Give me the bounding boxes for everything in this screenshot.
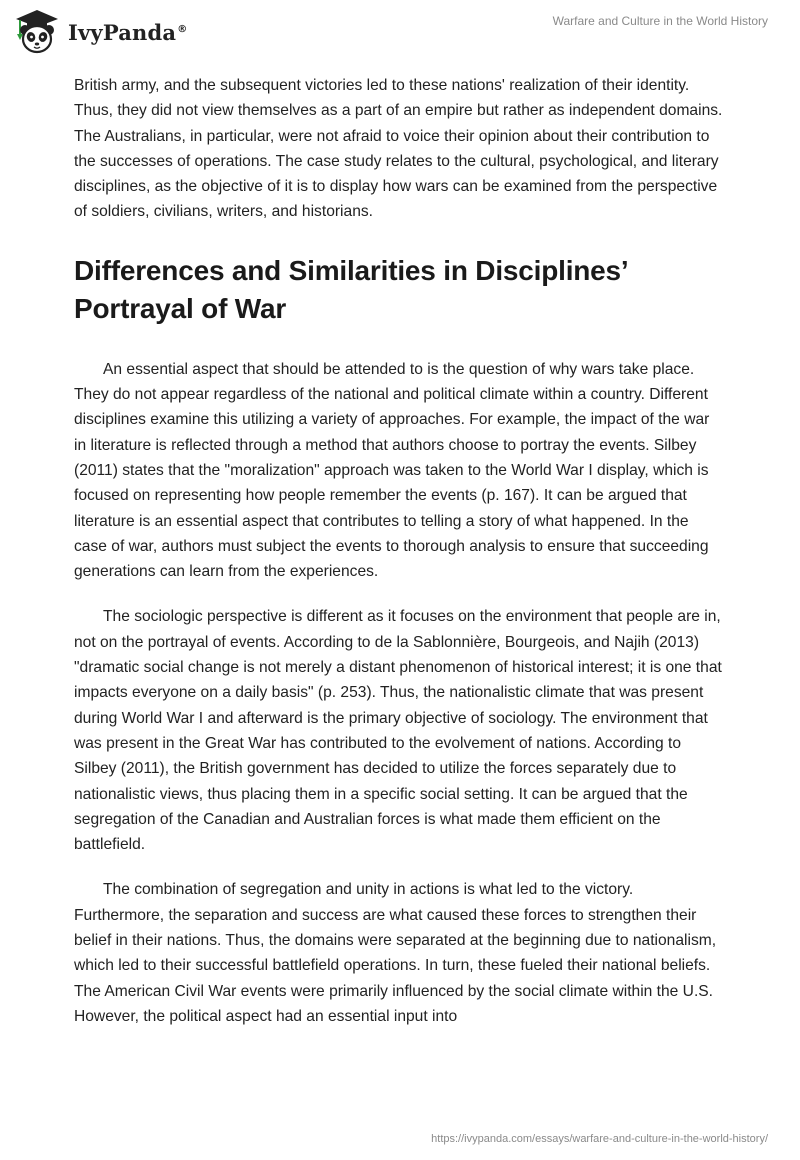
ivypanda-logo[interactable] [12, 8, 187, 56]
panda-graduate-icon [12, 8, 62, 56]
body-paragraph-3: The combination of segregation and unity in actions is what led to the victory. Furthermore, the separation and success are what caused these forces to strengthen their belief in their nations. Thus, the domains were separated at the beginning due to nationalism, which led to their successful battlefield operations. In turn, these fueled their national beliefs. The American Civil War events were primarily influenced by the social climate within the U.S. However, the political aspect had an essential input into [74, 881, 717, 1025]
body-paragraph-1: An essential aspect that should be attended to is the question of why wars take place. They do not appear regardless of the national and political climate within a country. Different disciplines examine this utilizing a variety of approaches. For example, the impact of the war in literature is reflected through a method that authors choose to portray the events. Silbey (2011) states that the "moralization" approach was taken to the World War I display, which is focused on representing how people remember the events (p. 167). It can be argued that literature is an essential aspect that contributes to telling a story of what happened. In the case of war, authors must subject the events to thorough analysis to ensure that succeeding generations can learn from the experiences. [74, 360, 710, 581]
brand-name-text: IvyPanda [68, 19, 177, 45]
intro-paragraph: British army, and the subsequent victories led to these nations' realization of their identity. Thus, they did not view themselves as a part of an empire but rather as independent domains. The Australians, in particular, were not afraid to voice their opinion about their contribution to the successes of operations. The case study relates to the cultural, psychological, and literary disciplines, as the objective of it is to display how wars can be examined from the perspective of soldiers, civilians, writers, and historians. [74, 77, 723, 221]
section-heading: Differences and Similarities in Disciplines’ Portrayal of War [74, 254, 627, 324]
source-url-link[interactable]: https://ivypanda.com/essays/warfare-and-culture-in-the-world-history/ [431, 1133, 768, 1145]
body-paragraph-2: The sociologic perspective is different as it focuses on the environment that people are in, not on the portrayal of events. According to de la Sablonnière, Bourgeois, and Najih (2013) "dramatic social change is not merely a distant phenomenon of historical interest; it is one that impacts everyone on a daily basis" (p. 253). Thus, the nationalistic climate that was present during World War I and afterward is the primary objective of sociology. The environment that was present in the Great War has contributed to the evolvement of nations. According to Silbey (2011), the British government has decided to utilize the forces separately due to nationalistic views, thus placing them in a specific social setting. It can be argued that the segregation of the Canadian and Australian forces is what made them efficient on the battlefield. [74, 608, 722, 854]
essay-content [74, 73, 724, 1029]
document-title: Warfare and Culture in the World History [552, 14, 768, 28]
brand-name [68, 20, 187, 45]
page-header [0, 0, 800, 68]
brand-registered-mark: ® [177, 23, 188, 35]
